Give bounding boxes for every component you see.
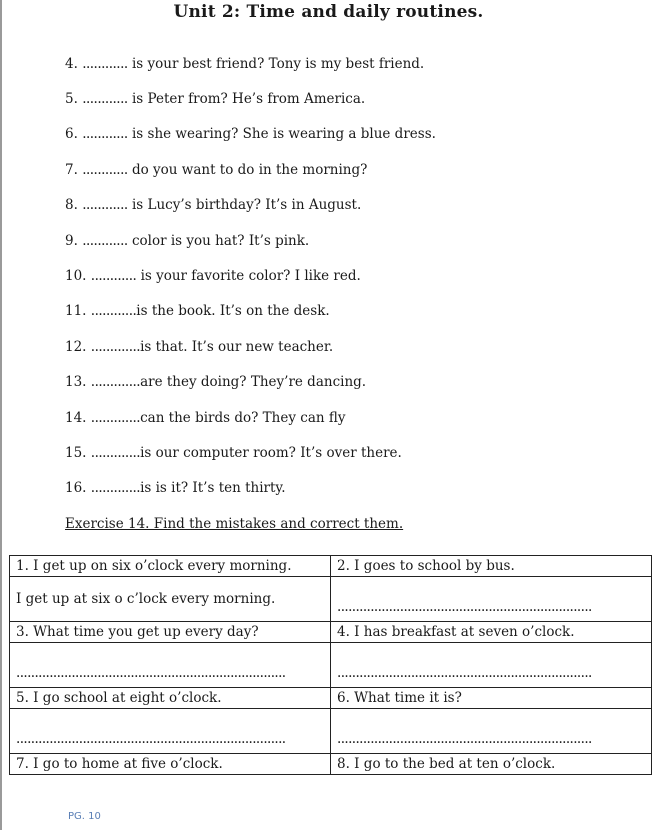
question-item	[65, 91, 365, 107]
answer-blank[interactable]: ............	[82, 162, 128, 178]
question-number: 4.	[65, 56, 78, 72]
answer-blank[interactable]: .............	[90, 339, 141, 355]
question-item	[65, 410, 345, 426]
question-text: is that. It’s our new teacher.	[140, 339, 334, 355]
exercise-heading: Exercise 14. Find the mistakes and correct them.	[65, 516, 404, 532]
question-text: is our computer room? It’s over there.	[140, 445, 402, 461]
answer-blank[interactable]: ............	[90, 268, 137, 284]
sentence-cell: 8. I go to the bed at ten o’clock.	[331, 754, 652, 775]
sentence-cell: 3. What time you get up every day?	[10, 622, 331, 643]
page-title: Unit 2: Time and daily routines.	[173, 2, 484, 22]
question-number: 7.	[65, 162, 78, 178]
table-row	[10, 622, 652, 643]
answer-cell[interactable]	[10, 709, 331, 754]
question-text: is the book. It’s on the desk.	[136, 303, 330, 319]
answer-blank[interactable]: ............	[82, 56, 128, 72]
page-number: PG. 10	[68, 811, 101, 822]
question-text: color is you hat? It’s pink.	[127, 233, 310, 249]
answer-blank[interactable]: .............	[90, 410, 141, 426]
answer-blank-line: .........................................................................	[16, 731, 286, 747]
question-number: 12.	[65, 339, 87, 355]
question-item	[65, 339, 333, 355]
answer-blank[interactable]: ............	[90, 303, 137, 319]
answer-cell[interactable]	[10, 577, 331, 622]
sentence-cell: 4. I has breakfast at seven o’clock.	[331, 622, 652, 643]
question-number: 15.	[65, 445, 87, 461]
question-number: 13.	[65, 374, 87, 390]
question-text: is Peter from? He’s from America.	[127, 91, 366, 107]
question-item	[65, 268, 361, 284]
question-item	[65, 374, 366, 390]
table-row	[10, 577, 652, 622]
answer-blank[interactable]: .............	[90, 480, 141, 496]
answer-blank[interactable]: ............	[82, 91, 128, 107]
answer-blank[interactable]: .............	[90, 374, 141, 390]
question-item	[65, 480, 286, 496]
question-text: is Lucy’s birthday? It’s in August.	[127, 197, 362, 213]
answer-blank-line: .....................................................................	[337, 599, 592, 615]
sentence-cell: 7. I go to home at five o’clock.	[10, 754, 331, 775]
answer-cell[interactable]	[331, 577, 652, 622]
sentence-cell: 1. I get up on six o’clock every morning.	[10, 556, 331, 577]
answer-cell[interactable]	[331, 643, 652, 688]
answer-blank-line: .........................................................................	[16, 665, 286, 681]
page-left-border	[0, 0, 2, 830]
question-item	[65, 56, 424, 72]
table-row	[10, 688, 652, 709]
table-row	[10, 556, 652, 577]
sentence-cell: 6. What time it is?	[331, 688, 652, 709]
answer-blank[interactable]: ............	[82, 233, 128, 249]
question-text: is she wearing? She is wearing a blue dress.	[127, 126, 436, 142]
sentence-cell: 2. I goes to school by bus.	[331, 556, 652, 577]
answer-cell[interactable]	[331, 709, 652, 754]
question-number: 9.	[65, 233, 78, 249]
question-number: 14.	[65, 410, 87, 426]
question-text: is is it? It’s ten thirty.	[140, 480, 286, 496]
sentence-cell: 5. I go school at eight o’clock.	[10, 688, 331, 709]
question-number: 11.	[65, 303, 87, 319]
answer-text: I get up at six o c’lock every morning.	[16, 591, 276, 607]
question-item	[65, 197, 361, 213]
answer-blank[interactable]: ............	[82, 197, 128, 213]
table-row	[10, 709, 652, 754]
question-number: 5.	[65, 91, 78, 107]
question-item	[65, 233, 309, 249]
answer-blank-line: .....................................................................	[337, 731, 592, 747]
answer-blank-line: .....................................................................	[337, 665, 592, 681]
table-row	[10, 643, 652, 688]
question-item	[65, 162, 367, 178]
question-item	[65, 303, 330, 319]
correction-table	[9, 555, 652, 775]
question-number: 10.	[65, 268, 87, 284]
question-item	[65, 445, 402, 461]
question-text: are they doing? They’re dancing.	[140, 374, 367, 390]
answer-blank[interactable]: ............	[82, 126, 128, 142]
answer-blank[interactable]: .............	[90, 445, 141, 461]
answer-cell[interactable]	[10, 643, 331, 688]
question-number: 8.	[65, 197, 78, 213]
question-text: can the birds do? They can fly	[140, 410, 346, 426]
table-row	[10, 754, 652, 775]
question-text: do you want to do in the morning?	[127, 162, 368, 178]
question-text: is your best friend? Tony is my best friend.	[127, 56, 425, 72]
question-item	[65, 126, 436, 142]
question-number: 6.	[65, 126, 78, 142]
question-number: 16.	[65, 480, 87, 496]
question-text: is your favorite color? I like red.	[136, 268, 361, 284]
